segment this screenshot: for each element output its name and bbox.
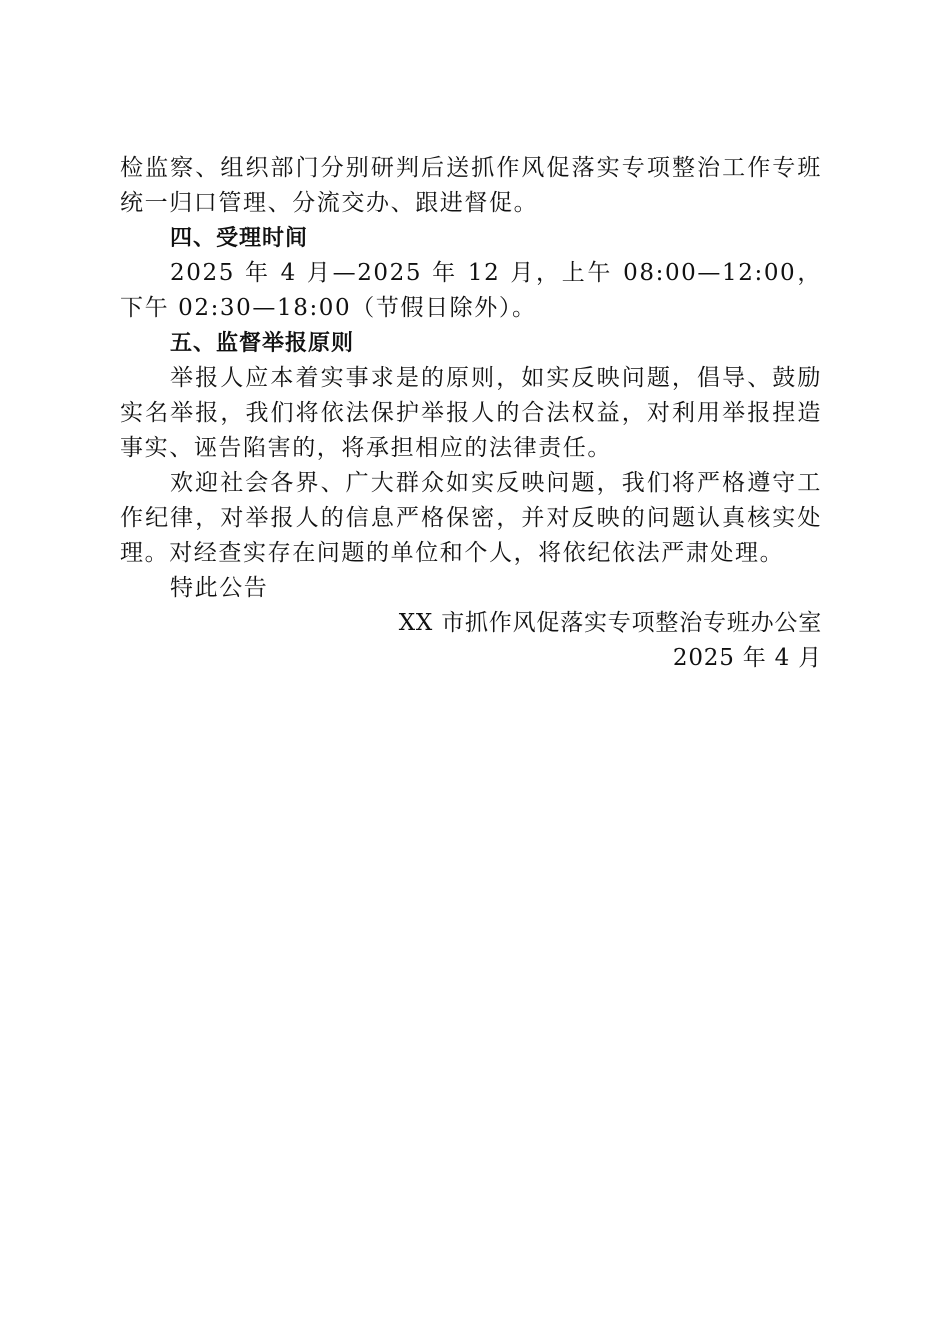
continuation-paragraph: 检监察、组织部门分别研判后送抓作风促落实专项整治工作专班统一归口管理、分流交办、跟进督促。 xyxy=(120,155,822,216)
signature-organization: XX 市抓作风促落实专项整治专班办公室 xyxy=(398,610,822,636)
section-heading-acceptance-time: 四、受理时间 xyxy=(170,226,309,251)
principles-paragraph-2: 欢迎社会各界、广大群众如实反映问题，我们将严格遵守工作纪律，对举报人的信息严格保密，并对反映的问题认真核实处理。对经查实存在问题的单位和个人，将依纪依法严肃处理。 xyxy=(120,470,822,566)
acceptance-time-paragraph: 2025 年 4 月—2025 年 12 月，上午 08:00—12:00，下午 02:30—18:00（节假日除外）。 xyxy=(120,260,822,321)
document-body xyxy=(120,151,822,676)
section-heading-reporting-principles: 五、监督举报原则 xyxy=(170,331,355,356)
signature-date: 2025 年 4 月 xyxy=(672,645,822,671)
principles-paragraph-1: 举报人应本着实事求是的原则，如实反映问题，倡导、鼓励实名举报，我们将依法保护举报人的合法权益，对利用举报捏造事实、诬告陷害的，将承担相应的法律责任。 xyxy=(120,365,822,461)
closing-line: 特此公告 xyxy=(170,575,269,601)
